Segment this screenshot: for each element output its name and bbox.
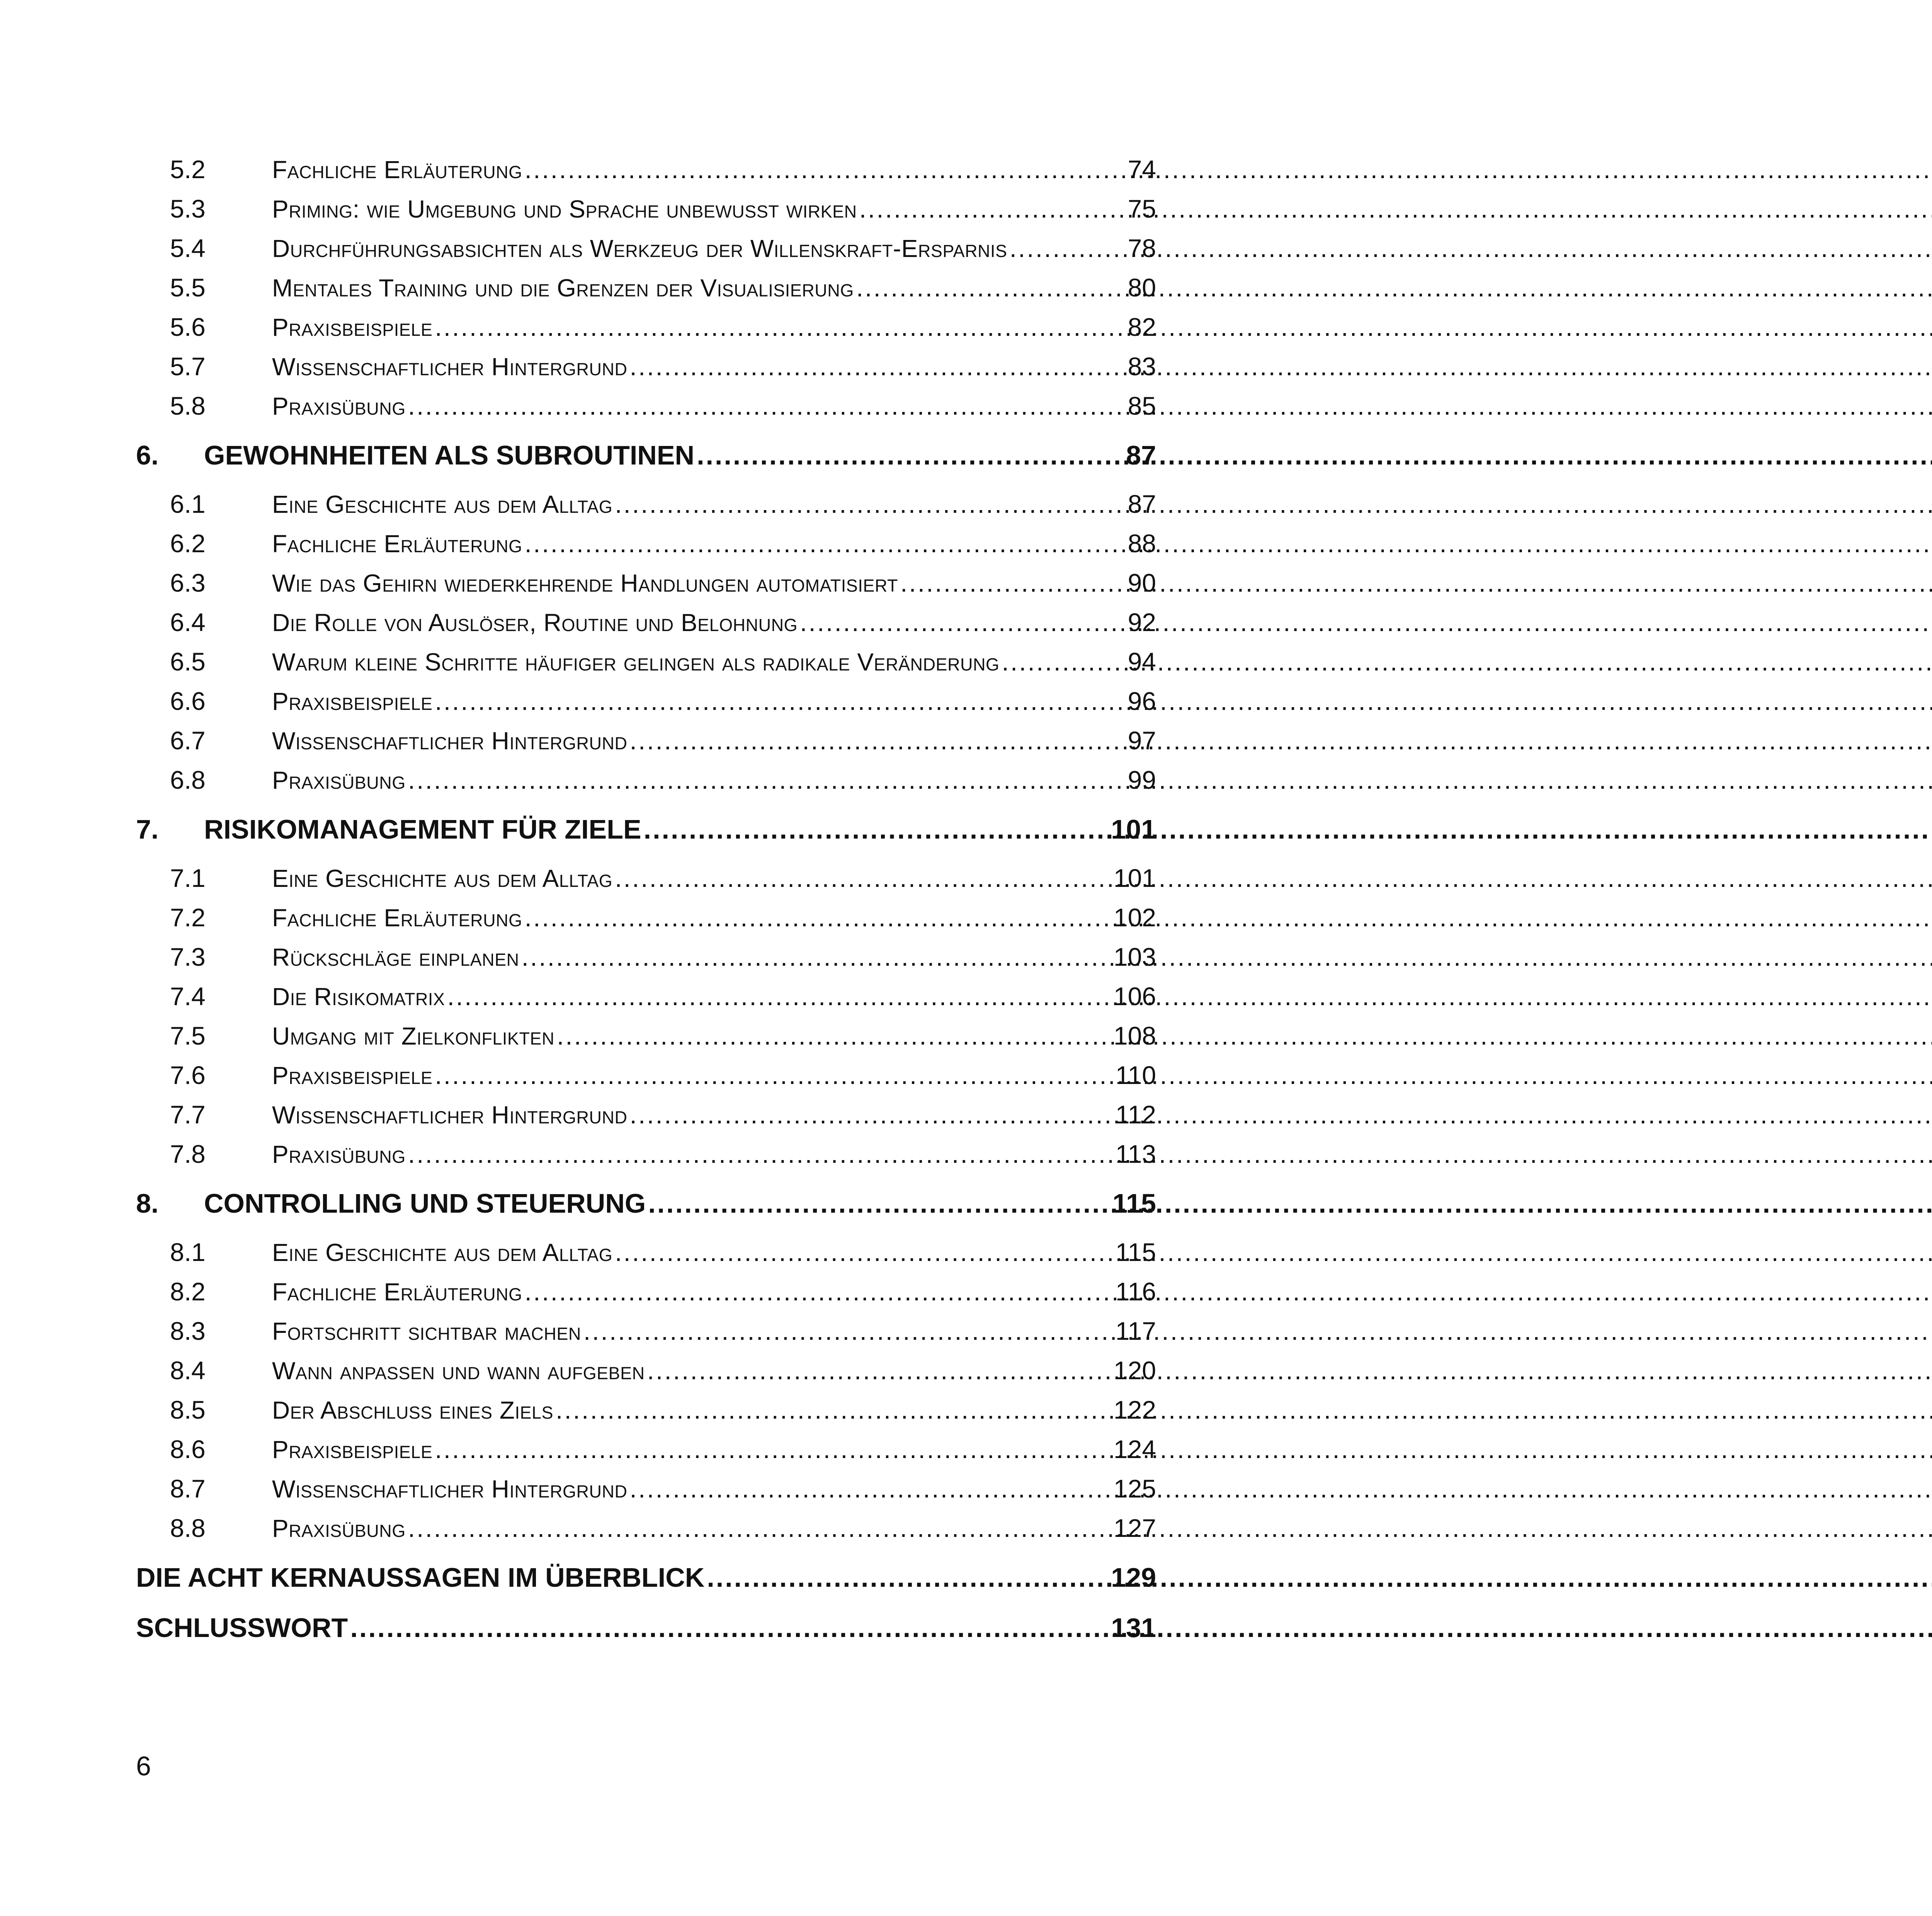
entry-number: 7.: [136, 814, 159, 844]
entry-number: 5.8: [170, 391, 206, 420]
entry-number: 8.5: [170, 1395, 206, 1424]
entry-title: Warum kleine Schritte häufiger gelingen als radikale Veränderung: [272, 648, 1000, 676]
entry-page-number: 78: [1128, 234, 1156, 262]
toc-section-entry: [136, 903, 1156, 942]
entry-title: Eine Geschichte aus dem Alltag: [272, 864, 613, 892]
entry-number: 5.4: [170, 234, 206, 262]
entry-number: 8.1: [170, 1238, 206, 1266]
toc-section-entry: [136, 1395, 1156, 1434]
entry-title: Wissenschaftlicher Hintergrund: [272, 1101, 628, 1129]
entry-title: Wissenschaftlicher Hintergrund: [272, 727, 628, 755]
entry-title: Fachliche Erläuterung: [272, 904, 522, 932]
entry-page-number: 112: [1115, 1100, 1156, 1129]
entry-page-number: 106: [1113, 982, 1156, 1011]
entry-title: Wissenschaftlicher Hintergrund: [272, 353, 628, 381]
entry-number: 8.2: [170, 1277, 206, 1306]
toc-section-entry: [136, 273, 1156, 312]
entry-title: Priming: wie Umgebung und Sprache unbewusst wirken: [272, 195, 857, 223]
entry-number: 6.5: [170, 647, 206, 676]
dot-leader: [435, 1434, 1111, 1464]
entry-page-number: 75: [1128, 194, 1156, 223]
entry-title: Praxisübung: [272, 766, 406, 794]
dot-leader: [647, 1356, 1111, 1385]
dot-leader: [644, 814, 1109, 845]
dot-leader: [800, 607, 1125, 637]
dot-leader: [408, 765, 1126, 795]
entry-number: 5.7: [170, 352, 206, 381]
toc-section-entry: [136, 765, 1156, 805]
entry-title: SCHLUSSWORT: [136, 1613, 348, 1643]
toc-section-entry: [136, 233, 1156, 273]
dot-leader: [1002, 647, 1126, 676]
toc-section-entry: [136, 352, 1156, 391]
entry-number: 6.6: [170, 687, 206, 715]
entry-page-number: 122: [1113, 1395, 1156, 1424]
entry-page-number: 87: [1126, 440, 1156, 470]
toc-section-entry: [136, 726, 1156, 765]
entry-number: 7.1: [170, 864, 206, 892]
dot-leader: [629, 352, 1125, 381]
dot-leader: [435, 1060, 1113, 1090]
entry-title: Umgang mit Zielkonflikten: [272, 1022, 554, 1050]
dot-leader: [408, 1139, 1113, 1169]
toc-chapter-entry: [136, 1188, 1156, 1229]
entry-number: 8.4: [170, 1356, 206, 1385]
dot-leader: [1010, 233, 1126, 263]
toc-section-entry: [136, 647, 1156, 686]
entry-page-number: 129: [1111, 1562, 1156, 1593]
entry-number: 5.2: [170, 155, 206, 184]
entry-title: Eine Geschichte aus dem Alltag: [272, 1239, 613, 1266]
toc-section-entry: [136, 391, 1156, 431]
toc-section-entry: [136, 1474, 1156, 1513]
entry-number: 7.3: [170, 943, 206, 971]
toc-section-entry: [136, 155, 1156, 194]
entry-title: Fachliche Erläuterung: [272, 156, 522, 184]
dot-leader: [629, 1100, 1113, 1129]
entry-title: RISIKOMANAGEMENT FÜR ZIELE: [204, 814, 641, 844]
toc-section-entry: [136, 312, 1156, 352]
entry-number: 6.4: [170, 608, 206, 636]
dot-leader: [447, 982, 1111, 1011]
dot-leader: [629, 1474, 1111, 1503]
dot-leader: [408, 391, 1126, 420]
toc-chapter-entry: [136, 1562, 1156, 1603]
entry-page-number: 82: [1128, 313, 1156, 341]
entry-title: Mentales Training und die Grenzen der Visualisierung: [272, 274, 854, 302]
toc-section-entry: [136, 863, 1156, 903]
entry-page-number: 85: [1128, 391, 1156, 420]
dot-leader: [435, 312, 1125, 342]
dot-leader: [615, 1237, 1113, 1267]
toc-section-entry: [136, 568, 1156, 607]
toc-section-entry: [136, 942, 1156, 982]
toc-section-entry: [136, 607, 1156, 647]
entry-page-number: 96: [1128, 687, 1156, 715]
entry-number: 6.8: [170, 766, 206, 794]
entry-title: Fachliche Erläuterung: [272, 1278, 522, 1306]
entry-number: 6.7: [170, 726, 206, 755]
toc-section-entry: [136, 1356, 1156, 1395]
entry-title: GEWOHNHEITEN ALS SUBROUTINEN: [204, 440, 695, 470]
entry-page-number: 131: [1111, 1613, 1156, 1643]
entry-title: Der Abschluss eines Ziels: [272, 1396, 554, 1424]
entry-number: 7.5: [170, 1021, 206, 1050]
toc-chapter-entry: [136, 440, 1156, 481]
entry-title: Wie das Gehirn wiederkehrende Handlungen automatisiert: [272, 569, 898, 597]
entry-number: 8.3: [170, 1317, 206, 1345]
entry-page-number: 94: [1128, 647, 1156, 676]
entry-page-number: 90: [1128, 568, 1156, 597]
entry-title: Praxisübung: [272, 392, 406, 420]
entry-title: Die Risikomatrix: [272, 983, 445, 1011]
entry-title: Praxisbeispiele: [272, 687, 433, 715]
entry-page-number: 101: [1113, 864, 1156, 892]
dot-leader: [615, 863, 1111, 893]
toc-section-entry: [136, 1237, 1156, 1277]
entry-page-number: 102: [1113, 903, 1156, 932]
entry-page-number: 124: [1113, 1435, 1156, 1463]
dot-leader: [859, 194, 1126, 223]
dot-leader: [707, 1562, 1109, 1593]
entry-number: 5.3: [170, 194, 206, 223]
entry-page-number: 117: [1115, 1317, 1156, 1345]
dot-leader: [435, 686, 1125, 716]
entry-page-number: 97: [1128, 726, 1156, 755]
entry-number: 7.7: [170, 1100, 206, 1129]
dot-leader: [350, 1612, 1109, 1643]
entry-page-number: 120: [1113, 1356, 1156, 1385]
entry-page-number: 115: [1115, 1238, 1156, 1266]
dot-leader: [648, 1188, 1110, 1219]
entry-title: Rückschläge einplanen: [272, 943, 519, 971]
toc-section-entry: [136, 1513, 1156, 1553]
entry-page-number: 88: [1128, 529, 1156, 558]
entry-page-number: 101: [1111, 814, 1156, 844]
entry-page-number: 113: [1115, 1140, 1156, 1168]
page-number: 6: [136, 1751, 151, 1781]
toc-section-entry: [136, 529, 1156, 568]
entry-title: Wissenschaftlicher Hintergrund: [272, 1475, 628, 1503]
entry-number: 5.5: [170, 273, 206, 302]
entry-page-number: 92: [1128, 608, 1156, 636]
toc-section-entry: [136, 982, 1156, 1021]
entry-number: 5.6: [170, 313, 206, 341]
toc-section-entry: [136, 1060, 1156, 1100]
table-of-contents: [136, 155, 1156, 1653]
entry-page-number: 115: [1112, 1188, 1156, 1218]
entry-page-number: 116: [1115, 1277, 1156, 1306]
toc-section-entry: [136, 1100, 1156, 1139]
entry-number: 8.: [136, 1188, 159, 1218]
entry-title: DIE ACHT KERNAUSSAGEN IM ÜBERBLICK: [136, 1562, 705, 1593]
toc-section-entry: [136, 194, 1156, 233]
entry-title: Praxisübung: [272, 1514, 406, 1542]
entry-title: Die Rolle von Auslöser, Routine und Belohnung: [272, 609, 798, 636]
toc-section-entry: [136, 489, 1156, 529]
dot-leader: [557, 1021, 1111, 1050]
entry-title: Fortschritt sichtbar machen: [272, 1317, 581, 1345]
dot-leader: [900, 568, 1126, 597]
dot-leader: [856, 273, 1126, 302]
entry-title: Praxisbeispiele: [272, 1436, 433, 1463]
entry-title: Praxisbeispiele: [272, 313, 433, 341]
entry-number: 6.: [136, 440, 159, 470]
toc-section-entry: [136, 1277, 1156, 1316]
toc-section-entry: [136, 1434, 1156, 1474]
entry-page-number: 103: [1113, 943, 1156, 971]
entry-page-number: 99: [1128, 766, 1156, 794]
entry-page-number: 74: [1128, 155, 1156, 184]
dot-leader: [615, 489, 1125, 519]
entry-title: Fachliche Erläuterung: [272, 530, 522, 558]
dot-leader: [525, 529, 1126, 558]
toc-section-entry: [136, 1316, 1156, 1356]
entry-page-number: 110: [1115, 1061, 1156, 1089]
entry-title: Wann anpassen und wann aufgeben: [272, 1357, 645, 1385]
entry-title: Praxisbeispiele: [272, 1062, 433, 1089]
dot-leader: [525, 903, 1111, 932]
toc-chapter-entry: [136, 814, 1156, 855]
dot-leader: [697, 440, 1124, 471]
entry-number: 8.6: [170, 1435, 206, 1463]
dot-leader: [556, 1395, 1111, 1424]
entry-title: Durchführungsabsichten als Werkzeug der Willenskraft-Ersparnis: [272, 235, 1007, 262]
entry-number: 6.1: [170, 490, 206, 518]
dot-leader: [408, 1513, 1111, 1543]
entry-number: 7.6: [170, 1061, 206, 1089]
entry-number: 7.2: [170, 903, 206, 932]
dot-leader: [629, 726, 1125, 755]
entry-title: CONTROLLING UND STEUERUNG: [204, 1188, 646, 1218]
entry-number: 8.8: [170, 1514, 206, 1542]
toc-section-entry: [136, 686, 1156, 726]
toc-section-entry: [136, 1021, 1156, 1060]
entry-title: Eine Geschichte aus dem Alltag: [272, 490, 613, 518]
entry-title: Praxisübung: [272, 1140, 406, 1168]
entry-number: 7.4: [170, 982, 206, 1011]
entry-number: 7.8: [170, 1140, 206, 1168]
entry-page-number: 83: [1128, 352, 1156, 381]
entry-number: 8.7: [170, 1474, 206, 1503]
dot-leader: [525, 155, 1126, 184]
dot-leader: [583, 1316, 1113, 1346]
entry-page-number: 87: [1128, 490, 1156, 518]
entry-page-number: 125: [1113, 1474, 1156, 1503]
entry-number: 6.2: [170, 529, 206, 558]
entry-page-number: 127: [1113, 1514, 1156, 1542]
entry-page-number: 80: [1128, 273, 1156, 302]
toc-chapter-entry: [136, 1612, 1156, 1653]
dot-leader: [522, 942, 1111, 972]
toc-section-entry: [136, 1139, 1156, 1179]
dot-leader: [525, 1277, 1113, 1306]
entry-number: 6.3: [170, 568, 206, 597]
entry-page-number: 108: [1113, 1021, 1156, 1050]
